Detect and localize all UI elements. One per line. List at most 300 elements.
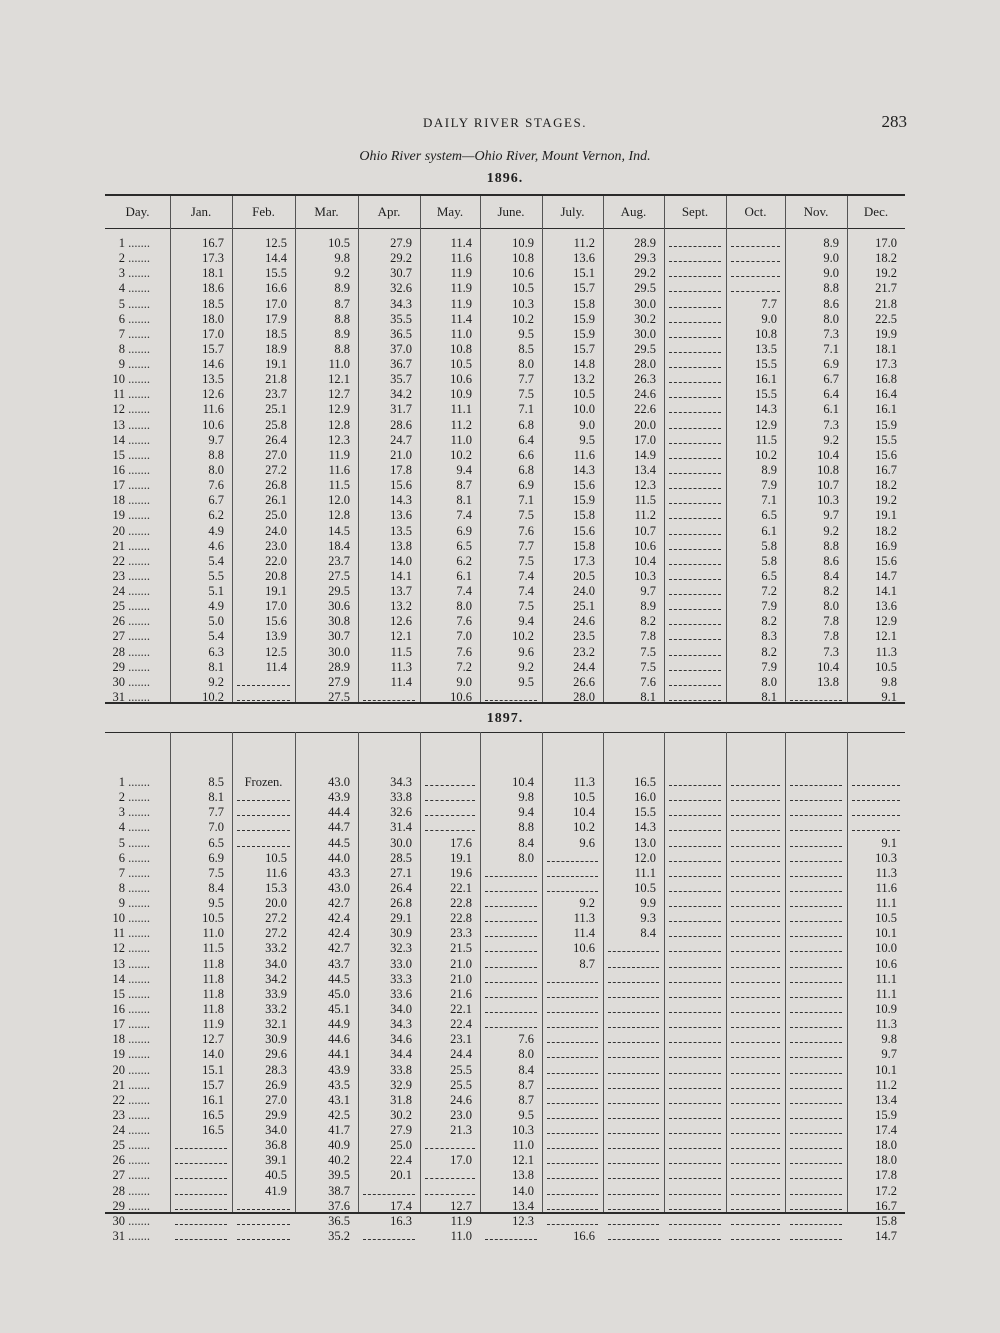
missing-value-dash (731, 1133, 780, 1134)
leader-dots: ....... (125, 432, 150, 447)
stage-value: 23.3 (450, 926, 472, 941)
stage-value: 33.8 (390, 1062, 412, 1077)
stage-value: 21.5 (450, 941, 472, 956)
stage-value: 14.1 (390, 568, 412, 583)
missing-value-dash (669, 1148, 721, 1149)
stage-value: 13.5 (202, 372, 224, 387)
table-row (105, 433, 905, 448)
stage-value: 8.1 (456, 493, 472, 508)
leader-dots: ....... (125, 911, 150, 926)
missing-value-dash (608, 1163, 659, 1164)
stage-value: 7.5 (518, 508, 534, 523)
table-row (105, 1184, 905, 1199)
missing-value-dash (425, 1148, 475, 1149)
stage-value: 29.5 (634, 281, 656, 296)
missing-value-dash (790, 700, 842, 701)
missing-value-dash (485, 997, 537, 998)
day-number: 19 (112, 1047, 125, 1062)
stage-value: 10.6 (875, 956, 897, 971)
leader-dots: ....... (125, 326, 150, 341)
table-row (105, 775, 905, 790)
table-row (105, 866, 905, 881)
stage-value: 18.2 (875, 478, 897, 493)
stage-value: 20.5 (573, 568, 595, 583)
day-number: 20 (112, 1062, 125, 1077)
stage-value: 21.8 (265, 372, 287, 387)
stage-value: 14.3 (573, 463, 595, 477)
day-cell (111, 493, 173, 508)
stage-value: 25.0 (265, 508, 287, 523)
stage-value: 16.1 (875, 402, 897, 417)
table-row (105, 987, 905, 1002)
missing-value-dash (608, 1133, 659, 1134)
stage-value: 8.8 (208, 447, 224, 462)
missing-value-dash (547, 861, 598, 862)
stage-value: 40.2 (328, 1153, 350, 1168)
missing-value-dash (547, 1209, 598, 1210)
leader-dots: ....... (125, 835, 150, 850)
column-header: May. (436, 204, 464, 219)
missing-value-dash (731, 830, 780, 831)
stage-value: 17.0 (875, 236, 897, 250)
stage-value: 11.4 (390, 674, 412, 689)
missing-value-dash (790, 1148, 842, 1149)
stage-value: 11.9 (450, 281, 472, 296)
stage-value: 10.9 (512, 236, 534, 250)
stage-value: 30.2 (634, 311, 656, 326)
stage-value: 30.6 (328, 599, 350, 614)
day-number: 25 (112, 599, 125, 614)
stage-value: 14.3 (755, 402, 777, 417)
stage-value: 8.7 (456, 478, 472, 493)
table-row (105, 1047, 905, 1062)
stage-value: 33.3 (390, 971, 412, 986)
stage-value: 8.9 (334, 281, 350, 296)
stage-value: 34.3 (390, 1017, 412, 1032)
table-row (105, 926, 905, 941)
table-row (105, 645, 905, 660)
missing-value-dash (731, 1148, 780, 1149)
missing-value-dash (175, 1209, 227, 1210)
missing-value-dash (669, 891, 721, 892)
stage-value: 9.2 (579, 896, 595, 910)
table-row (105, 539, 905, 554)
stage-value: 28.3 (265, 1062, 287, 1077)
leader-dots: ....... (125, 1062, 150, 1077)
stage-value: 10.5 (875, 911, 897, 926)
stage-value: 7.1 (518, 402, 534, 417)
stage-value: 10.2 (573, 820, 595, 835)
stage-value: 9.0 (579, 417, 595, 432)
day-number: 8 (118, 341, 125, 356)
stage-value: 10.6 (450, 372, 472, 387)
stage-value: 9.6 (579, 835, 595, 850)
missing-value-dash (547, 1224, 598, 1225)
stage-value: 6.1 (761, 523, 777, 538)
missing-value-dash (608, 1012, 659, 1013)
stage-value: 17.4 (390, 1198, 412, 1213)
stage-value: 10.3 (512, 296, 534, 311)
stage-value: 11.1 (450, 402, 472, 417)
missing-value-dash (547, 1194, 598, 1195)
stage-value: 9.4 (518, 805, 534, 820)
missing-value-dash (731, 997, 780, 998)
day-cell (111, 660, 173, 675)
stage-value: 7.0 (456, 629, 472, 644)
stage-value: 21.0 (390, 447, 412, 462)
stage-value: 12.9 (755, 417, 777, 432)
stage-value: 5.0 (208, 614, 224, 629)
stage-value: 10.3 (817, 493, 839, 508)
stage-value: 15.8 (573, 508, 595, 523)
missing-value-dash (608, 1042, 659, 1043)
table-row (105, 478, 905, 493)
missing-value-dash (731, 1194, 780, 1195)
stage-value: 14.9 (634, 447, 656, 462)
stage-value: 12.1 (512, 1153, 534, 1168)
stage-value: 12.8 (328, 508, 350, 523)
stage-value: 27.2 (265, 926, 287, 941)
stage-value: 13.5 (390, 523, 412, 538)
stage-value: 13.4 (875, 1092, 897, 1107)
day-number: 16 (112, 1002, 125, 1016)
missing-value-dash (731, 815, 780, 816)
stage-value: 8.4 (518, 835, 534, 850)
missing-value-dash (669, 534, 721, 535)
missing-value-dash (669, 1073, 721, 1074)
page-title: DAILY RIVER STAGES. (423, 115, 587, 130)
stage-value: 7.6 (518, 1032, 534, 1047)
table-row (105, 1138, 905, 1153)
stage-value: 5.5 (208, 568, 224, 583)
missing-value-dash (669, 1012, 721, 1013)
stage-value: 15.9 (573, 311, 595, 326)
day-cell (111, 1002, 173, 1017)
stage-value: 9.7 (208, 432, 224, 447)
day-cell (111, 297, 173, 312)
missing-value-dash (669, 1163, 721, 1164)
missing-value-dash (608, 1209, 659, 1210)
missing-value-dash (731, 246, 780, 247)
leader-dots: ....... (125, 1077, 150, 1092)
stage-value: 8.4 (208, 880, 224, 895)
missing-value-dash (669, 382, 721, 383)
table-row (105, 805, 905, 820)
table-row (105, 493, 905, 508)
stage-value: 15.5 (755, 357, 777, 371)
day-number: 18 (112, 1032, 125, 1047)
stage-value: 44.9 (328, 1017, 350, 1032)
stage-value: 9.2 (823, 523, 839, 538)
stage-value: 10.0 (875, 941, 897, 956)
stage-value: 26.8 (390, 896, 412, 910)
stage-value: 30.0 (634, 296, 656, 311)
stage-value: 15.1 (202, 1062, 224, 1077)
stage-value: 17.0 (450, 1153, 472, 1168)
stage-value: 16.5 (634, 775, 656, 789)
stage-value: 25.5 (450, 1077, 472, 1092)
stage-value: 11.9 (202, 1017, 224, 1032)
day-cell (111, 1078, 173, 1093)
stage-value: 13.8 (512, 1168, 534, 1183)
missing-value-dash (237, 1239, 290, 1240)
day-cell (111, 614, 173, 629)
table-row (105, 402, 905, 417)
stage-value: 7.8 (640, 629, 656, 644)
missing-value-dash (669, 1133, 721, 1134)
stage-value: 28.9 (634, 236, 656, 250)
leader-dots: ....... (125, 850, 150, 865)
stage-value: 8.2 (761, 614, 777, 629)
table-row (105, 1002, 905, 1017)
missing-value-dash (608, 1239, 659, 1240)
stage-value: 14.6 (202, 357, 224, 371)
stage-value: 7.9 (761, 659, 777, 674)
missing-value-dash (731, 1042, 780, 1043)
missing-value-dash (669, 594, 721, 595)
stage-value: 18.4 (328, 538, 350, 553)
day-cell (111, 941, 173, 956)
stage-value: 15.8 (573, 296, 595, 311)
missing-value-dash (790, 815, 842, 816)
stage-value: 8.9 (334, 326, 350, 341)
stage-value: 30.0 (328, 644, 350, 659)
leader-dots: ....... (125, 1228, 150, 1243)
stage-value: 10.4 (817, 659, 839, 674)
stage-value: 44.5 (328, 971, 350, 986)
stage-value: 12.9 (875, 614, 897, 629)
missing-value-dash (731, 891, 780, 892)
stage-value: 15.9 (573, 326, 595, 341)
day-cell (111, 508, 173, 523)
stage-value: 10.3 (512, 1123, 534, 1137)
stage-value: 43.0 (328, 880, 350, 895)
stage-value: 11.8 (202, 956, 224, 971)
missing-value-dash (669, 861, 721, 862)
stage-value: 6.5 (761, 508, 777, 523)
day-cell (111, 972, 173, 987)
stage-value: 10.5 (573, 790, 595, 805)
missing-value-dash (608, 951, 659, 952)
stage-value: 5.4 (208, 629, 224, 644)
stage-value: 23.1 (450, 1032, 472, 1047)
stage-value: 44.4 (328, 805, 350, 820)
day-number: 22 (112, 1092, 125, 1107)
leader-dots: ....... (125, 896, 150, 910)
stage-value: 6.4 (823, 387, 839, 402)
missing-value-dash (608, 1118, 659, 1119)
leader-dots: ....... (125, 1047, 150, 1062)
stage-value: 9.7 (640, 584, 656, 598)
stage-value: 8.9 (761, 463, 777, 477)
stage-value: 11.3 (875, 1017, 897, 1032)
day-cell (111, 775, 173, 790)
missing-value-dash (485, 967, 537, 968)
missing-value-dash (731, 1012, 780, 1013)
stage-value: 12.3 (328, 432, 350, 447)
stage-value: 8.2 (823, 584, 839, 598)
stage-value: 42.5 (328, 1107, 350, 1122)
leader-dots: ....... (125, 538, 150, 553)
table-row (105, 1123, 905, 1138)
stage-value: 12.1 (328, 372, 350, 387)
stage-value: 25.5 (450, 1062, 472, 1077)
stage-value: 6.4 (518, 432, 534, 447)
stage-value: 11.6 (875, 880, 897, 895)
stage-value: 17.9 (265, 311, 287, 326)
stage-value: 6.5 (761, 568, 777, 583)
missing-value-dash (547, 1148, 598, 1149)
stage-value: 9.2 (518, 659, 534, 674)
leader-dots: ....... (125, 880, 150, 895)
stage-value: 7.2 (456, 659, 472, 674)
missing-value-dash (175, 1224, 227, 1225)
day-cell (111, 836, 173, 851)
stage-value: 39.1 (265, 1153, 287, 1168)
stage-value: 12.6 (390, 614, 412, 629)
stage-value: 10.9 (450, 387, 472, 402)
leader-dots: ....... (125, 1138, 150, 1153)
table-row (105, 1229, 905, 1244)
stage-value: 10.5 (450, 357, 472, 371)
leader-dots: ....... (125, 790, 150, 805)
missing-value-dash (669, 997, 721, 998)
stage-value: 7.8 (823, 629, 839, 644)
table-row (105, 957, 905, 972)
stage-value: 7.7 (518, 538, 534, 553)
day-cell (111, 357, 173, 372)
stage-value: 12.3 (512, 1213, 534, 1228)
missing-value-dash (731, 1103, 780, 1104)
stage-value: 11.2 (450, 417, 472, 432)
stage-value: 11.2 (875, 1077, 897, 1092)
stage-value: 9.7 (881, 1047, 897, 1062)
missing-value-dash (790, 830, 842, 831)
day-number: 21 (112, 538, 125, 553)
day-number: 11 (112, 926, 125, 941)
stage-value: 7.3 (823, 417, 839, 432)
stage-value: 7.4 (456, 584, 472, 598)
stage-value: 27.0 (265, 447, 287, 462)
missing-value-dash (669, 322, 721, 323)
table-row (105, 342, 905, 357)
stage-value: 13.8 (817, 674, 839, 689)
missing-value-dash (790, 1194, 842, 1195)
stage-value: 6.9 (518, 478, 534, 493)
stage-value: 10.5 (875, 659, 897, 674)
missing-value-dash (790, 1088, 842, 1089)
stage-value: 7.9 (761, 478, 777, 493)
column-header: Oct. (744, 204, 767, 219)
day-number: 1 (118, 775, 125, 789)
stage-value: 7.6 (640, 674, 656, 689)
stage-value: 42.7 (328, 896, 350, 910)
stage-value: 15.9 (875, 1107, 897, 1122)
missing-value-dash (608, 1088, 659, 1089)
stage-value: 11.0 (202, 926, 224, 941)
day-number: 12 (112, 402, 125, 417)
day-number: 29 (112, 1198, 125, 1213)
table-row (105, 1017, 905, 1032)
missing-value-dash (363, 1239, 415, 1240)
day-cell (111, 599, 173, 614)
stage-value: 8.1 (208, 659, 224, 674)
missing-value-dash (669, 503, 721, 504)
stage-value: 13.9 (265, 629, 287, 644)
day-number: 24 (112, 1123, 125, 1137)
stage-value: 20.0 (634, 417, 656, 432)
stage-value: 28.6 (390, 417, 412, 432)
stage-value: 11.1 (875, 986, 897, 1001)
table-row (105, 1168, 905, 1183)
stage-value: 34.0 (265, 956, 287, 971)
stage-value: 37.6 (328, 1198, 350, 1213)
missing-value-dash (547, 876, 598, 877)
missing-value-dash (669, 1042, 721, 1043)
stage-value: 24.0 (573, 584, 595, 598)
year-label-1896: 1896. (486, 171, 524, 186)
table-row (105, 372, 905, 387)
stage-value: 20.1 (390, 1168, 412, 1183)
stage-value: 29.2 (634, 266, 656, 281)
stage-value: 12.9 (328, 402, 350, 417)
stage-value: 35.2 (328, 1228, 350, 1243)
stage-value: 27.9 (328, 674, 350, 689)
missing-value-dash (669, 982, 721, 983)
stage-value: 7.2 (761, 584, 777, 598)
stage-value: 32.6 (390, 805, 412, 820)
running-head (105, 112, 905, 132)
table-row (105, 281, 905, 296)
leader-dots: ....... (125, 1213, 150, 1228)
day-cell (111, 1123, 173, 1138)
leader-dots: ....... (125, 805, 150, 820)
missing-value-dash (425, 1194, 475, 1195)
missing-value-dash (790, 1012, 842, 1013)
missing-value-dash (425, 815, 475, 816)
stage-value: 33.2 (265, 1002, 287, 1016)
stage-value: 29.2 (390, 251, 412, 266)
stage-value: 18.0 (875, 1138, 897, 1153)
column-header: Sept. (681, 204, 709, 219)
stage-value: 19.9 (875, 326, 897, 341)
table-row (105, 524, 905, 539)
stage-value: 10.6 (512, 266, 534, 281)
day-number: 29 (112, 659, 125, 674)
stage-value: 12.7 (202, 1032, 224, 1047)
stage-value: 41.7 (328, 1123, 350, 1137)
day-cell (111, 372, 173, 387)
stage-value: 9.5 (208, 896, 224, 910)
day-cell (111, 1153, 173, 1168)
table-row (105, 554, 905, 569)
leader-dots: ....... (125, 357, 150, 371)
stage-value: 10.1 (875, 1062, 897, 1077)
leader-dots: ....... (125, 523, 150, 538)
leader-dots: ....... (125, 387, 150, 402)
stage-value: 8.0 (518, 850, 534, 865)
stage-value: 15.6 (573, 478, 595, 493)
missing-value-dash (669, 518, 721, 519)
stage-value: 13.0 (634, 835, 656, 850)
missing-value-dash (669, 785, 721, 786)
leader-dots: ....... (125, 1002, 150, 1016)
table-row (105, 911, 905, 926)
stage-value: 8.1 (761, 689, 777, 704)
stage-value: 30.0 (634, 326, 656, 341)
stage-value: 12.5 (265, 644, 287, 659)
stage-value: 28.0 (573, 689, 595, 704)
